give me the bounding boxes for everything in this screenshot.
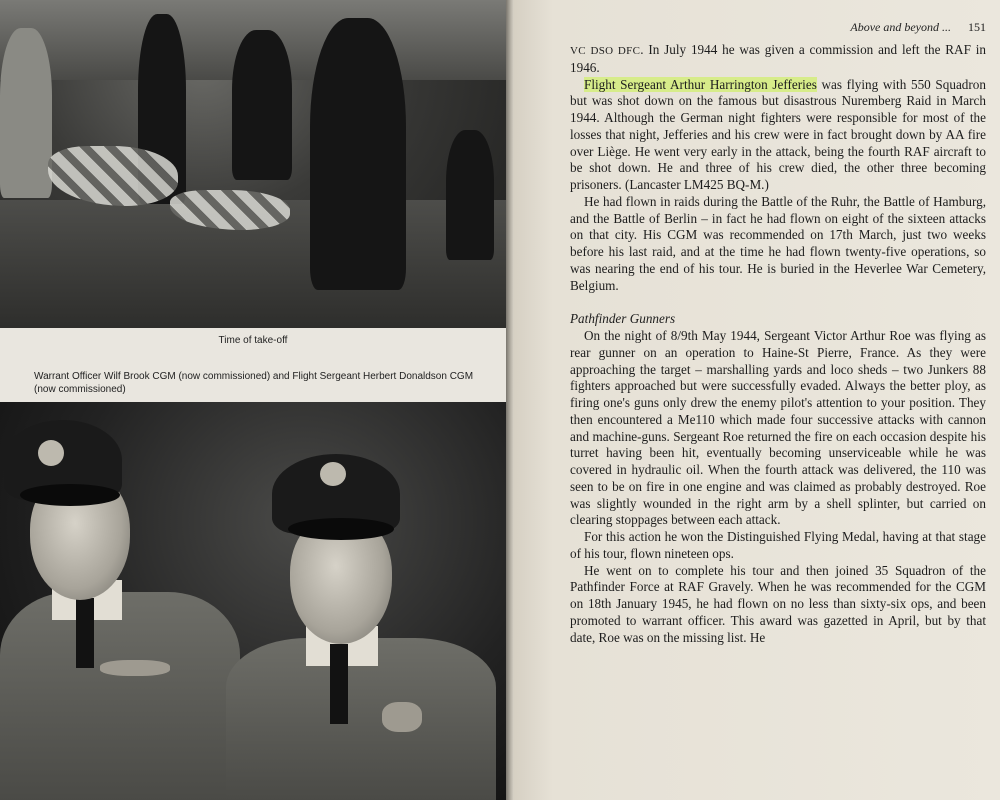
airman-figure: [446, 130, 494, 260]
running-head: [570, 20, 986, 35]
photo-caption-top: Time of take-off: [218, 335, 288, 346]
parachute-pack: [48, 146, 178, 206]
photo-time-of-take-off: [0, 0, 506, 328]
airman-right-tie: [330, 644, 348, 724]
awards-text: VC DSO DFC: [570, 45, 641, 57]
highlighted-name: Flight Sergeant Arthur Harrington Jefferies: [584, 76, 817, 92]
photo-two-airmen: [0, 402, 506, 800]
airman-right-wings: [382, 702, 422, 732]
airman-left-visor: [20, 484, 120, 506]
paragraph: For this action he won the Distinguished Flying Medal, having at that stage of his tour, flown nineteen ops.: [570, 529, 986, 561]
airman-right-visor: [288, 518, 394, 540]
paragraph: [570, 77, 986, 194]
running-head-title: Above and beyond ...: [850, 20, 951, 34]
airman-right-cap-badge: [320, 462, 346, 486]
paragraph: He went on to complete his tour and then joined 35 Squadron of the Pathfinder Force at RAF Gravely. When he was recommended for the CGM on 18th January 1945, he had flown on no less than sixty-six ops, and been promoted to warrant officer. This award was gazetted in April, but by that date, Roe was on the missing list. He: [570, 562, 986, 645]
paragraph: He had flown in raids during the Battle of the Ruhr, the Battle of Hamburg, and the Battle of Berlin – in fact he had flown on eight of the sixteen attacks on that city. His CGM was recommended on 17th March, just two weeks before his last raid, and at the time he had flown twenty-five operations, so was nearing the end of his tour. He is buried in the Heverlee War Cemetery, Belgium.: [570, 193, 986, 293]
airman-left-tunic: [0, 592, 240, 800]
airman-figure: [232, 30, 292, 180]
paragraph-text: . In July 1944 he was given a commission and left the RAF in 1946.: [570, 42, 986, 75]
paragraph: On the night of 8/9th May 1944, Sergeant Victor Arthur Roe was flying as rear gunner on an operation to Haine-St Pierre, France. As they were approaching the target – marshalling yards and loco sheds – two Junkers 88 fighters approached but were successfully evaded. Always the better ploy, as firing one's guns only drew the enemy pilot's attention to your position. They then encountered a Me110 which made four successive attacks with cannon and machine-guns. Sergeant Roe returned the fire on each occasion despite his turret having been hit, eventually becoming unserviceable while he was covered in hydraulic oil. When the fourth attack was delivered, the 110 was seen to be on fire in one engine and was claimed as probably destroyed. Roe was slightly wounded in the right arm by a shell splinter, but carried on clearing stoppages between each attack.: [570, 328, 986, 528]
body-text: [570, 42, 986, 646]
airman-left-cap-badge: [38, 440, 64, 466]
book-spine: [506, 0, 514, 800]
paragraph-text: was flying with 550 Squadron but was shot down on the famous but disastrous Nuremberg Raid in March 1944. Although the German night fighters were responsible for most of the losses that night, Jefferies and his crew were in fact brought down by AA fire over Liège. He went very early in the attack, being the fourth RAF aircraft to be shot down. He and three of his crew died, the other three becoming prisoners. (Lancaster LM425 BQ-M.): [570, 76, 986, 192]
page-number: 151: [968, 20, 986, 34]
right-page: [514, 0, 1000, 800]
airman-left-wings: [100, 660, 170, 676]
airman-left-tie: [76, 598, 94, 668]
airman-figure: [310, 18, 406, 290]
photo-caption-bottom: Warrant Officer Wilf Brook CGM (now commissioned) and Flight Sergeant Herbert Donaldson CGM (now commissioned): [34, 371, 474, 395]
airman-figure: [0, 28, 52, 198]
section-heading: Pathfinder Gunners: [570, 311, 676, 327]
paragraph: [570, 42, 986, 77]
